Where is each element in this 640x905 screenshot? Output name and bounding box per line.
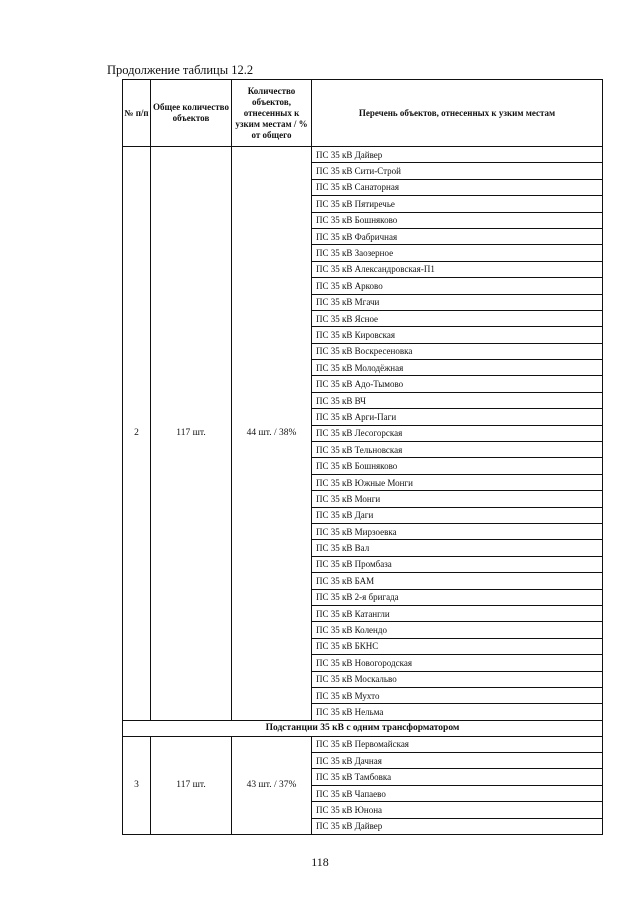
list-item: ПС 35 кВ Арково	[312, 278, 603, 294]
table-row	[123, 736, 603, 752]
list-item: ПС 35 кВ Новогородская	[312, 655, 603, 671]
list-item: ПС 35 кВ Катангли	[312, 605, 603, 621]
header-num: № п/п	[123, 80, 151, 147]
section-row	[123, 720, 603, 736]
list-item: ПС 35 кВ Дайвер	[312, 147, 603, 163]
list-item: ПС 35 кВ Мгачи	[312, 294, 603, 310]
list-item: ПС 35 кВ Промбаза	[312, 556, 603, 572]
list-item: ПС 35 кВ Юнона	[312, 802, 603, 818]
list-item: ПС 35 кВ БАМ	[312, 573, 603, 589]
list-item: ПС 35 кВ Молодёжная	[312, 360, 603, 376]
list-item: ПС 35 кВ Первомайская	[312, 736, 603, 752]
list-item: ПС 35 кВ Пятиречье	[312, 196, 603, 212]
list-item: ПС 35 кВ Бошняково	[312, 212, 603, 228]
list-item: ПС 35 кВ Воскресеновка	[312, 343, 603, 359]
list-item: ПС 35 кВ Адо-Тымово	[312, 376, 603, 392]
page-number: 118	[311, 855, 329, 869]
group-3-body	[123, 736, 603, 834]
list-item: ПС 35 кВ Чапаево	[312, 785, 603, 801]
table-caption: Продолжение таблицы 12.2	[107, 63, 254, 77]
objects-table	[122, 79, 603, 835]
list-item: ПС 35 кВ Лесогорская	[312, 425, 603, 441]
list-item: ПС 35 кВ Арги-Паги	[312, 409, 603, 425]
group-2-body	[123, 147, 603, 721]
list-item: ПС 35 кВ Монги	[312, 491, 603, 507]
list-item: ПС 35 кВ Ясное	[312, 310, 603, 326]
list-item: ПС 35 кВ Санаторная	[312, 179, 603, 195]
list-item: ПС 35 кВ ВЧ	[312, 392, 603, 408]
list-item: ПС 35 кВ Москальво	[312, 671, 603, 687]
cell-num: 3	[123, 736, 151, 834]
list-item: ПС 35 кВ Заозерное	[312, 245, 603, 261]
list-item: ПС 35 кВ Дайвер	[312, 818, 603, 834]
table-row	[123, 147, 603, 163]
header-narrow: Количество объектов, отнесенных к узким местам / % от общего	[232, 80, 312, 147]
header-total: Общее количество объектов	[151, 80, 232, 147]
cell-narrow: 44 шт. / 38%	[232, 147, 312, 721]
list-item: ПС 35 кВ Дачная	[312, 753, 603, 769]
list-item: ПС 35 кВ Кировская	[312, 327, 603, 343]
cell-total: 117 шт.	[151, 147, 232, 721]
list-item: ПС 35 кВ Мирзоевка	[312, 523, 603, 539]
list-item: ПС 35 кВ 2-я бригада	[312, 589, 603, 605]
section-title: Подстанции 35 кВ с одним трансформатором	[123, 720, 603, 736]
list-item: ПС 35 кВ Тельновская	[312, 442, 603, 458]
cell-num: 2	[123, 147, 151, 721]
list-item: ПС 35 кВ Нельма	[312, 704, 603, 720]
list-item: ПС 35 кВ Бошняково	[312, 458, 603, 474]
list-item: ПС 35 кВ Колендо	[312, 622, 603, 638]
header-list: Перечень объектов, отнесенных к узким местам	[312, 80, 603, 147]
list-item: ПС 35 кВ Южные Монги	[312, 474, 603, 490]
list-item: ПС 35 кВ Фабричная	[312, 228, 603, 244]
list-item: ПС 35 кВ Тамбовка	[312, 769, 603, 785]
list-item: ПС 35 кВ БКНС	[312, 638, 603, 654]
cell-total: 117 шт.	[151, 736, 232, 834]
list-item: ПС 35 кВ Мухто	[312, 687, 603, 703]
list-item: ПС 35 кВ Даги	[312, 507, 603, 523]
list-item: ПС 35 кВ Вал	[312, 540, 603, 556]
cell-narrow: 43 шт. / 37%	[232, 736, 312, 834]
list-item: ПС 35 кВ Александровская-П1	[312, 261, 603, 277]
table-header-row	[123, 80, 603, 147]
list-item: ПС 35 кВ Сити-Строй	[312, 163, 603, 179]
